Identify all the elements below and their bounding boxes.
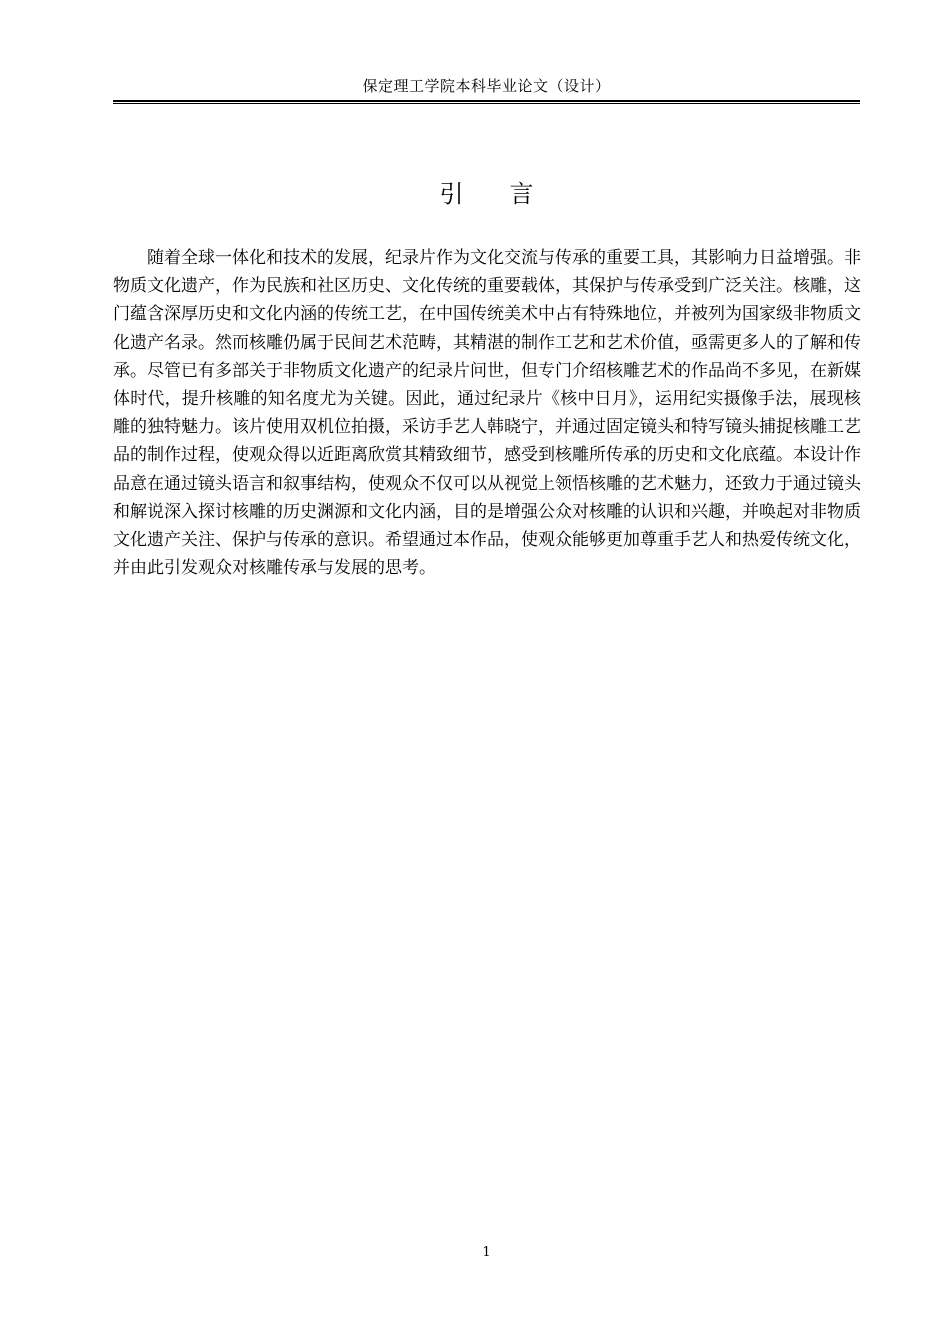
section-title bbox=[113, 178, 860, 210]
header-rule bbox=[113, 100, 860, 102]
section-title-char-1: 引 bbox=[439, 180, 464, 208]
section-title-char-2: 言 bbox=[509, 180, 534, 208]
running-header: 保定理工学院本科毕业论文（设计） bbox=[362, 77, 611, 95]
page-number: 1 bbox=[482, 1245, 491, 1260]
intro-paragraph: 随着全球一体化和技术的发展，纪录片作为文化交流与传承的重要工具，其影响力日益增强。非物质文化遗产，作为民族和社区历史、文化传统的重要载体，其保护与传承受到广泛关注。核雕，这门蕴含深厚历史和文化内涵的传统工艺，在中国传统美术中占有特殊地位，并被列为国家级非物质文化遗产名录。然而核雕仍属于民间艺术范畴，其精湛的制作工艺和艺术价值，亟需更多人的了解和传承。尽管已有多部关于非物质文化遗产的纪录片问世，但专门介绍核雕艺术的作品尚不多见，在新媒体时代，提升核雕的知名度尤为关键。因此，通过纪录片《核中日月》，运用纪实摄像手法，展现核雕的独特魅力。该片使用双机位拍摄，采访手艺人韩晓宁，并通过固定镜头和特写镜头捕捉核雕工艺品的制作过程，使观众得以近距离欣赏其精致细节，感受到核雕所传承的历史和文化底蕴。本设计作品意在通过镜头语言和叙事结构，使观众不仅可以从视觉上领悟核雕的艺术魅力，还致力于通过镜头和解说深入探讨核雕的历史渊源和文化内涵，目的是增强公众对核雕的认识和兴趣，并唤起对非物质文化遗产关注、保护与传承的意识。希望通过本作品，使观众能够更加尊重手艺人和热爱传统文化，并由此引发观众对核雕传承与发展的思考。 bbox=[113, 248, 861, 579]
header-rule-thin bbox=[113, 103, 860, 104]
